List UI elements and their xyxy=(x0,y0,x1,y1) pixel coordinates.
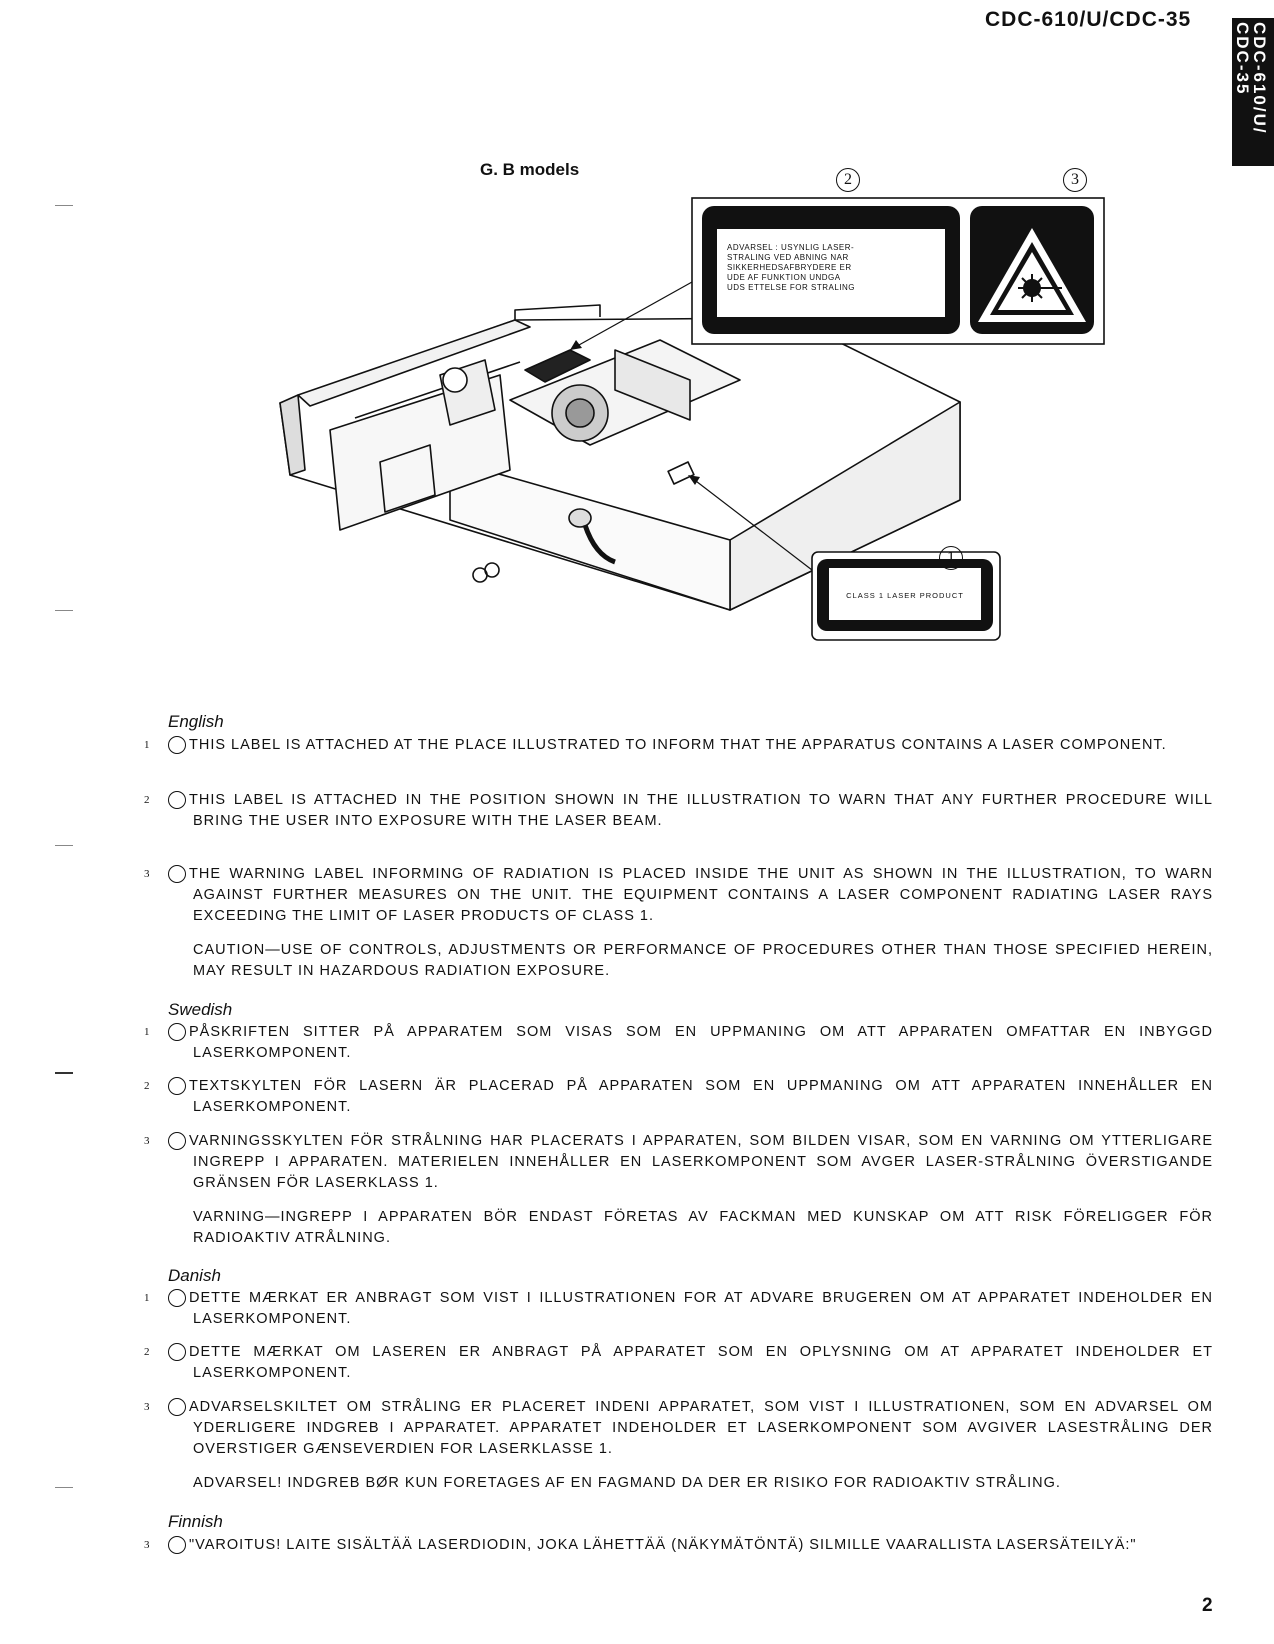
english-paragraph-3 xyxy=(144,864,1213,927)
section-title-danish: Danish xyxy=(168,1266,221,1285)
item-number-2: 2 xyxy=(168,1343,186,1361)
english-paragraph-1 xyxy=(144,735,1213,756)
marker-3: 3 xyxy=(1063,168,1087,192)
swedish-text-3: VARNINGSSKYLTEN FÖR STRÅLNING HAR PLACERATS I APPARATEN, SOM BILDEN VISAR, SOM EN VARNING OM YTTERLIGARE INGREPP I APPARATEN. MATERIELEN INNEHÅLLER EN LASERKOMPONENT SOM AVGER LASER-STRÅLNING ÖVERSTIGANDE GRÄNSEN FÖR LASERKLASS 1. xyxy=(189,1133,1213,1191)
swedish-paragraph-3 xyxy=(144,1131,1213,1194)
swedish-paragraph-1 xyxy=(144,1022,1213,1064)
swedish-warning: VARNING—INGREPP I APPARATEN BÖR ENDAST FÖRETAS AV FACKMAN MED KUNSKAP OM ATT RISK FÖRELIGGER FÖR RADIOAKTIV ATRÅLNING. xyxy=(193,1209,1213,1246)
item-number-1: 1 xyxy=(168,1023,186,1041)
label-2-line-3: SIKKERHEDSAFBRYDERE ER xyxy=(727,263,852,272)
item-number-2: 2 xyxy=(168,791,186,809)
cd-player-illustration xyxy=(270,170,1170,680)
item-number-1: 1 xyxy=(168,736,186,754)
marker-1: 1 xyxy=(939,546,963,570)
label-2-box xyxy=(692,198,1104,344)
margin-mark xyxy=(55,1487,73,1488)
item-number-2: 2 xyxy=(168,1077,186,1095)
swedish-text-1: PÅSKRIFTEN SITTER PÅ APPARATEM SOM VISAS SOM EN UPPMANING OM ATT APPARATEN OMFATTAR EN INBYGGD LASERKOMPONENT. xyxy=(189,1024,1213,1061)
swedish-paragraph-2 xyxy=(144,1076,1213,1118)
finnish-paragraph-3 xyxy=(144,1535,1213,1556)
finnish-text-3: "VAROITUS! LAITE SISÄLTÄÄ LASERDIODIN, JOKA LÄHETTÄÄ (NÄKYMÄTÖNTÄ) SILMILLE VAARALLISTA LASERSÄTEILYÄ:" xyxy=(189,1537,1137,1553)
danish-text-1: DETTE MÆRKAT ER ANBRAGT SOM VIST I ILLUSTRATIONEN FOR AT ADVARE BRUGEREN OM AT APPARATET INDEHOLDER EN LASERKOMPONENT. xyxy=(189,1290,1213,1327)
margin-mark xyxy=(55,845,73,846)
section-title-swedish: Swedish xyxy=(168,1000,233,1019)
danish-warning: ADVARSEL! INDGREB BØR KUN FORETAGES AF EN FAGMAND DA DER ER RISIKO FOR RADIOAKTIV STRÅLING. xyxy=(193,1475,1061,1491)
label-2-line-4: UDE AF FUNKTION UNDGA xyxy=(727,273,841,282)
section-title-english: English xyxy=(168,712,224,731)
item-number-1: 1 xyxy=(168,1289,186,1307)
item-number-3: 3 xyxy=(168,1132,186,1150)
figure-title: G. B models xyxy=(480,160,580,179)
page-number: 2 xyxy=(1202,1595,1213,1616)
item-number-3: 3 xyxy=(168,865,186,883)
label-2-line-2: STRALING VED ABNING NAR xyxy=(727,253,849,262)
item-number-3: 3 xyxy=(168,1536,186,1554)
danish-text-3: ADVARSELSKILTET OM STRÅLING ER PLACERET INDENI APPARATET, SOM VIST I ILLUSTRATIONEN, SOM EN ADVARSEL OM YDERLIGERE INDGREB I APPARATET. APPARATET INDEHOLDER ET LASERKOMPONENT SOM AVGIVER LASESTRÅLING DER OVERSTIGER GÆNSEVERDIEN FOR LASERKLASSE 1. xyxy=(189,1399,1213,1457)
english-paragraph-2 xyxy=(144,790,1213,832)
danish-text-2: DETTE MÆRKAT OM LASEREN ER ANBRAGT PÅ APPARATET SOM EN OPLYSNING OM AT APPARATET INDEHOLDER ET LASERKOMPONENT. xyxy=(189,1344,1213,1381)
margin-mark xyxy=(55,205,73,206)
english-text-1: THIS LABEL IS ATTACHED AT THE PLACE ILLUSTRATED TO INFORM THAT THE APPARATUS CONTAINS A LASER COMPONENT. xyxy=(189,737,1167,753)
page-header-title: CDC-610/U/CDC-35 xyxy=(985,8,1192,31)
margin-mark xyxy=(55,1072,73,1074)
item-number-3: 3 xyxy=(168,1398,186,1416)
section-title-finnish: Finnish xyxy=(168,1512,223,1531)
label-2-line-1: ADVARSEL : USYNLIG LASER- xyxy=(727,243,855,252)
english-caution: CAUTION—USE OF CONTROLS, ADJUSTMENTS OR PERFORMANCE OF PROCEDURES OTHER THAN THOSE SPECIFIED HEREIN, MAY RESULT IN HAZARDOUS RADIATION EXPOSURE. xyxy=(193,942,1213,979)
label-1-box xyxy=(812,552,1000,640)
english-text-2: THIS LABEL IS ATTACHED IN THE POSITION SHOWN IN THE ILLUSTRATION TO WARN THAT ANY FURTHER PROCEDURE WILL BRING THE USER INTO EXPOSURE WITH THE LASER BEAM. xyxy=(189,792,1213,829)
label-2-line-5: UDS ETTELSE FOR STRALING xyxy=(727,283,856,292)
danish-paragraph-1 xyxy=(144,1288,1213,1330)
side-tab xyxy=(1232,18,1274,166)
side-tab-label: CDC-610/U/ CDC-35 xyxy=(1233,22,1269,135)
english-text-3: THE WARNING LABEL INFORMING OF RADIATION IS PLACED INSIDE THE UNIT AS SHOWN IN THE ILLUSTRATION, TO WARN AGAINST FURTHER MEASURES ON THE UNIT. THE EQUIPMENT CONTAINS A LASER COMPONENT RADIATING LASER RAYS EXCEEDING THE LIMIT OF LASER PRODUCTS OF CLASS 1. xyxy=(189,866,1213,924)
label-1-text: CLASS 1 LASER PRODUCT xyxy=(846,591,964,600)
margin-mark xyxy=(55,610,73,611)
danish-paragraph-2 xyxy=(144,1342,1213,1384)
swedish-text-2: TEXTSKYLTEN FÖR LASERN ÄR PLACERAD PÅ APPARATEN SOM EN UPPMANING OM ATT APPARATEN INNEHÅLLER EN LASERKOMPONENT. xyxy=(189,1078,1213,1115)
danish-paragraph-3 xyxy=(144,1397,1213,1460)
marker-2: 2 xyxy=(836,168,860,192)
